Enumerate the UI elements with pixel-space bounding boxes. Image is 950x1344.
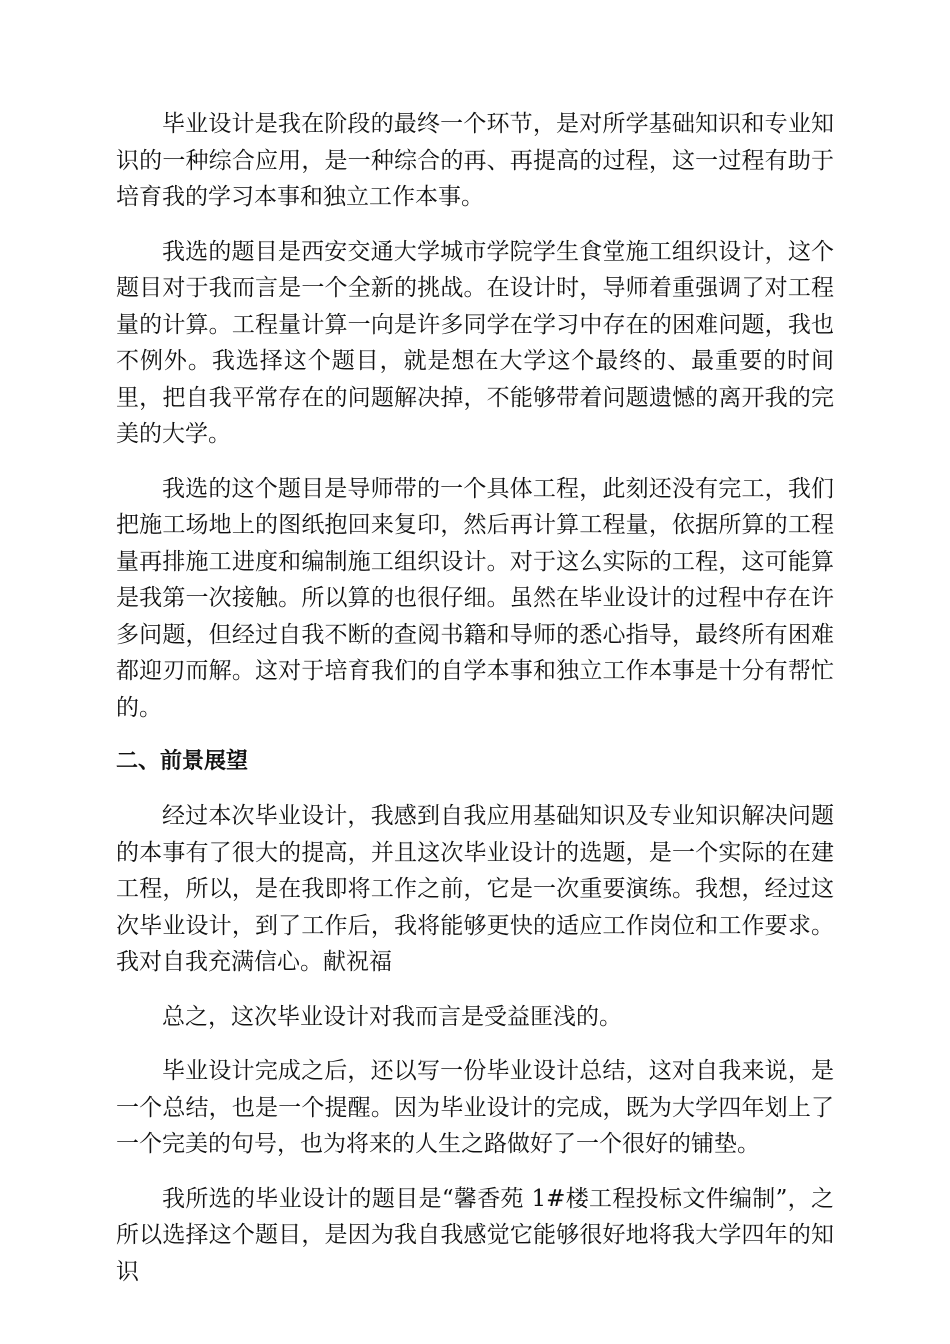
document-page <box>116 106 834 1308</box>
paragraph-1: 毕业设计是我在阶段的最终一个环节，是对所学基础知识和专业知识的一种综合应用，是一种综合的再、再提高的过程，这一过程有助于培育我的学习本事和独立工作本事。 <box>116 111 834 210</box>
paragraph-5: 总之，这次毕业设计对我而言是受益匪浅的。 <box>162 1003 622 1030</box>
paragraph-6: 毕业设计完成之后，还以写一份毕业设计总结，这对自我来说，是一个总结，也是一个提醒。因为毕业设计的完成，既为大学四年划上了一个完美的句号，也为将来的人生之路做好了一个很好的铺垫。 <box>116 1058 834 1157</box>
paragraph-3: 我选的这个题目是导师带的一个具体工程，此刻还没有完工，我们把施工场地上的图纸抱回来复印，然后再计算工程量，依据所算的工程量再排施工进度和编制施工组织设计。对于这么实际的工程，这可能算是我第一次接触。所以算的也很仔细。虽然在毕业设计的过程中存在许多问题，但经过自我不断的查阅书籍和导师的悉心指导，最终所有困难都迎刃而解。这对于培育我们的自学本事和独立工作本事是十分有帮忙的。 <box>116 475 834 721</box>
paragraph-4: 经过本次毕业设计，我感到自我应用基础知识及专业知识解决问题的本事有了很大的提高，并且这次毕业设计的选题，是一个实际的在建工程，所以，是在我即将工作之前，它是一次重要演练。我想，经过这次毕业设计，到了工作后，我将能够更快的适应工作岗位和工作要求。我对自我充满信心。献祝福 <box>116 803 834 975</box>
paragraph-2: 我选的题目是西安交通大学城市学院学生食堂施工组织设计，这个题目对于我而言是一个全新的挑战。在设计时，导师着重强调了对工程量的计算。工程量计算一向是许多同学在学习中存在的困难问题，我也不例外。我选择这个题目，就是想在大学这个最终的、最重要的时间里，把自我平常存在的问题解决掉，不能够带着问题遗憾的离开我的完美的大学。 <box>116 238 834 447</box>
section-heading: 二、前景展望 <box>116 749 249 774</box>
paragraph-7: 我所选的毕业设计的题目是“馨香苑 1#楼工程投标文件编制”，之所以选择这个题目，是因为我自我感觉它能够很好地将我大学四年的知识 <box>116 1185 834 1285</box>
